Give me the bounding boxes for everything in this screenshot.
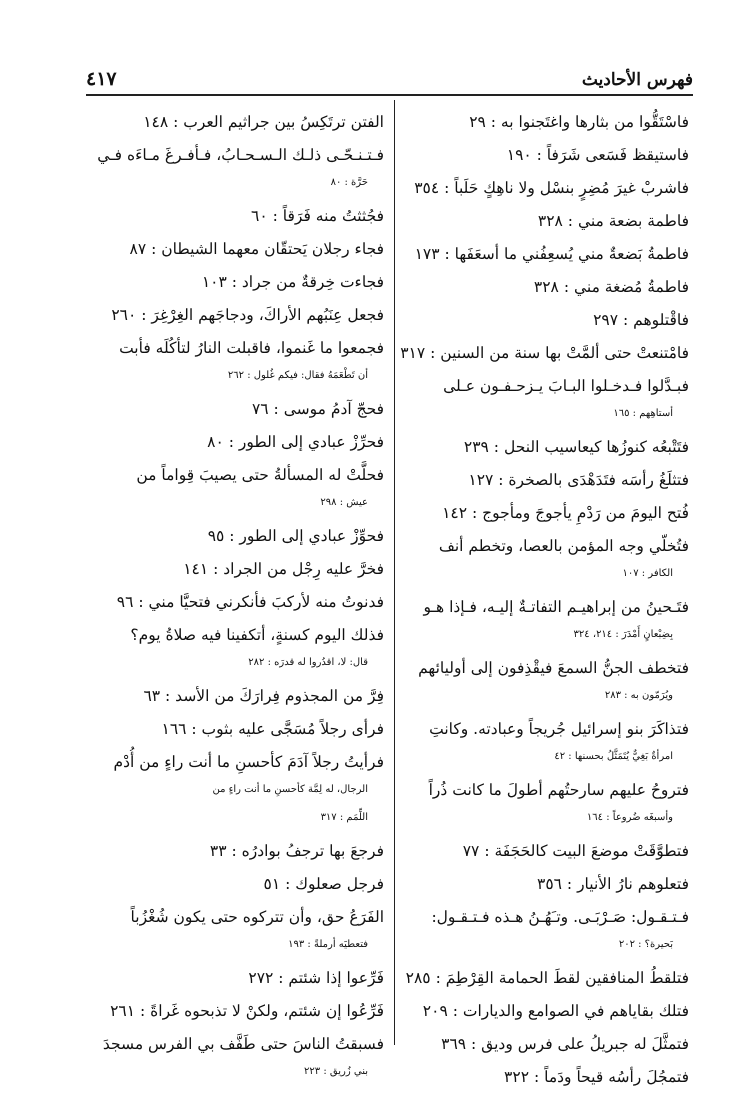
entry-text: فدنوتُ منه لأركبَ فأنكرني فتحيَّا مني : ٩٦ — [116, 593, 384, 611]
entry-text: فاستيقظ فَسَعى شَرَفاً : ١٩٠ — [506, 146, 689, 164]
entry-text: فجاءت خِرقةٌ من جراد : ١٠٣ — [201, 273, 384, 291]
index-entry — [397, 466, 689, 494]
entry-text: فتروحُ عليهم سارحتُهم أطولَ ما كانت ذُراً — [428, 781, 689, 799]
entry-text: فجُثثتُ منه فَرَقاً : ٦٠ — [251, 207, 384, 225]
index-entry — [397, 240, 689, 268]
index-entry — [92, 141, 384, 197]
entry-continuation: بِضِبْعانٍ أَمْدَرَ : ٢١٤، ٣٢٤ — [573, 629, 673, 640]
index-entry — [92, 903, 384, 959]
index-entry — [92, 837, 384, 865]
entry-text: فاطمة بضعة مني : ٣٢٨ — [537, 212, 689, 230]
index-entry — [397, 870, 689, 898]
entry-text: فحرِّزْ عبادي إلى الطور : ٨٠ — [207, 433, 384, 451]
entry-continuation: حَرَّة : ٨٠ — [330, 177, 368, 188]
entry-continuation: قال: لا، اقدُروا له قدرَه : ٢٨٢ — [248, 657, 368, 668]
index-entry — [397, 532, 689, 588]
index-entry — [92, 964, 384, 992]
entry-text: الفَرَعُ حق، وأن تتركوه حتى يكون شُغْزُباً — [130, 908, 384, 926]
index-entry — [92, 522, 384, 550]
page-number: ٤١٧ — [86, 68, 117, 90]
index-entry — [397, 715, 689, 771]
index-entry — [92, 202, 384, 230]
entry-text: فرجل صعلوك : ٥١ — [263, 875, 384, 893]
entry-text: فتطوَّقَتْ موضعَ البيت كالحَجَفَة : ٧٧ — [462, 842, 689, 860]
index-entry — [397, 174, 689, 202]
index-entry — [92, 235, 384, 263]
entry-text: فحلَّتْ له المسألةُ حتى يصيبَ قِواماً من — [136, 466, 384, 484]
header-rule — [86, 94, 693, 96]
entry-text: فتثلَغُ رأسَه فتَدَهْدَى بالصخرة : ١٢٧ — [468, 471, 689, 489]
index-entry — [397, 964, 689, 992]
entry-continuation: عيش : ٢٩٨ — [320, 497, 368, 508]
index-entry — [92, 268, 384, 296]
entry-text: فرجعَ بها ترجفُ بوادرُه : ٣٣ — [209, 842, 384, 860]
index-entry — [397, 372, 689, 428]
entry-text: فرأى رجلاً مُسَجَّى عليه بثوب : ١٦٦ — [161, 720, 384, 738]
index-entry — [92, 334, 384, 390]
entry-continuation: وأسبغَه ضُروعاً : ١٦٤ — [586, 812, 673, 823]
entry-text: فَرِّعوا إذا شئتم : ٢٧٢ — [248, 969, 384, 987]
index-entry — [397, 1063, 689, 1091]
entry-continuation: أن تَطْعَمَهُ فقال: فيكم غُلول : ٢٦٢ — [227, 370, 368, 381]
entry-text: فتُخلّي وجه المؤمن بالعصا، وتخطم أنف — [438, 537, 689, 555]
index-entry — [92, 997, 384, 1025]
index-entry — [397, 141, 689, 169]
entry-continuation: الكافر : ١٠٧ — [622, 568, 673, 579]
entry-text: فتعلوهم نارُ الأنيار : ٣٥٦ — [537, 875, 689, 893]
index-entry — [397, 207, 689, 235]
index-entry — [397, 1030, 689, 1058]
index-entry — [397, 776, 689, 832]
entry-text: فُتح اليومَ من رَدْمِ يأجوجَ ومأجوج : ١٤٢ — [442, 504, 689, 522]
index-entry — [92, 395, 384, 423]
index-entry — [92, 555, 384, 583]
index-entry — [397, 654, 689, 710]
right-column — [397, 108, 689, 1096]
entry-text: فتمجُلَ رأسُه قيحاً ودَماً : ٣٢٢ — [504, 1068, 689, 1086]
entry-text: فرأيتُ رجلاً آدَمَ كأحسنِ ما أنت راءٍ من أُدْم — [113, 753, 384, 771]
index-entry — [92, 461, 384, 517]
entry-text: فـتـقـول: صَـرْبَـى. وتـَهُـنُ هـذه فـتـقـول: — [431, 908, 689, 926]
entry-text: فجمعوا ما غَنموا، فاقبلت النارُ لتأكُلَه فأبت — [119, 339, 384, 357]
index-entry — [92, 588, 384, 616]
entry-text: فاشربْ غيرَ مُضِرٍ بنسْل ولا ناهِكٍ حَلَباً : ٣٥٤ — [414, 179, 689, 197]
entry-continuation: أستاهِهم : ١٦٥ — [613, 408, 673, 419]
entry-text: فذلك اليوم كسنةٍ، أتكفينا فيه صلاةُ يوم؟ — [130, 626, 384, 644]
entry-text: فتَتْبعُه كنوزُها كيعاسيب النحل : ٢٣٩ — [463, 438, 689, 456]
entry-text: فـتـنـحّـى ذلـك الـسـحـابُ، فـأفـرغَ مـاءَه فـي — [97, 146, 384, 164]
index-entry — [92, 428, 384, 456]
index-entry — [397, 339, 689, 367]
entry-text: فحجّ آدمُ موسى : ٧٦ — [251, 400, 384, 418]
entry-text: فجاء رجلان يَحتقّان معهما الشيطان : ٨٧ — [129, 240, 384, 258]
index-entry — [397, 499, 689, 527]
entry-continuation: الرجال، له لِمَّة كأحسنِ ما أنت راءٍ من — [212, 784, 368, 795]
index-entry — [397, 306, 689, 334]
index-entry — [397, 108, 689, 136]
index-entry — [397, 903, 689, 959]
index-entry — [92, 621, 384, 677]
entry-continuation: ويُرَمّون به : ٢٨٣ — [604, 690, 673, 701]
entry-text: فتذاكَرَ بنو إسرائيل جُريجاً وعبادته. وكانتِ — [429, 720, 689, 738]
entry-text: فاسْتَقُّوا من بثارها واغتَجنوا به : ٢٩ — [469, 113, 689, 131]
entry-continuation: بَحيرة؟ : ٢٠٢ — [618, 939, 673, 950]
index-entry — [92, 1030, 384, 1086]
entry-text: فتَـحينُ من إبراهيـم التفاتـةٌ إليـه، فـإذا هـو — [423, 598, 689, 616]
index-entry — [92, 108, 384, 136]
entry-text: فاطمةُ بَضعةٌ مني يُسعِفُني ما أسعَفَها : ١٧٣ — [414, 245, 689, 263]
index-entry — [397, 997, 689, 1025]
entry-text: فاقْتلوهم : ٢٩٧ — [593, 311, 689, 329]
entry-continuation: اللِّمَم : ٣١٧ — [320, 812, 368, 823]
index-entry — [92, 715, 384, 743]
entry-text: فتلك بقاياهم في الصوامع والديارات : ٢٠٩ — [422, 1002, 689, 1020]
entry-text: فتمثَّلَ له جبريلُ على فرس وديق : ٣٦٩ — [441, 1035, 689, 1053]
entry-continuation: امرأةٌ بَغِيٌّ يُتَمَثَّلُ بحسنها : ٤٢ — [554, 751, 673, 762]
index-entry — [92, 682, 384, 710]
index-entry — [92, 301, 384, 329]
entry-text: فاطمةُ مُضغة مني : ٣٢٨ — [533, 278, 689, 296]
entry-text: فبـدَّلوا فـدخـلوا البـابَ يـزحـفـون عـلى — [443, 377, 689, 395]
entry-text: فِرَّ من المجذوم فِرارَكَ من الأسد : ٦٣ — [143, 687, 384, 705]
left-column — [92, 108, 384, 1091]
entry-text: فسبقتُ الناسَ حتى طَفَّف بي الفرس مسجدَ — [102, 1035, 384, 1053]
column-divider — [394, 100, 395, 1045]
index-entry — [397, 273, 689, 301]
entry-text: فَرِّعُوا إن شئتم، ولكنْ لا تذبحوه غَراةً : ٢٦١ — [110, 1002, 384, 1020]
entry-text: الفتن ترتَكِسُ بين جراثيم العرب : ١٤٨ — [143, 113, 384, 131]
entry-text: فخرَّ عليه رِجْل من الجراد : ١٤١ — [183, 560, 384, 578]
index-entry — [397, 433, 689, 461]
entry-text: فتلقطُ المنافقين لقطَ الحمامة القِرْطِمَ : ٢٨٥ — [405, 969, 689, 987]
entry-text: فامْتنعتْ حتى ألمَّتْ بها سنة من السنين : ٣١٧ — [400, 344, 689, 362]
index-entry — [397, 837, 689, 865]
index-entry — [397, 593, 689, 649]
index-entry — [92, 748, 384, 832]
page-header — [86, 60, 693, 90]
entry-text: فحوِّزْ عبادي إلى الطور : ٩٥ — [207, 527, 384, 545]
entry-text: فجعل عِنَبُهم الأراكَ، ودجاجَهم الغِرْغِرَ : ٢٦٠ — [111, 306, 384, 324]
index-entry — [92, 870, 384, 898]
page-title: فهرس الأحاديث — [581, 70, 693, 90]
entry-continuation: فتعطيَه أرملةً : ١٩٣ — [288, 939, 368, 950]
entry-text: فتخطف الجنُّ السمعَ فيقْذِفون إلى أوليائهم — [418, 659, 689, 677]
entry-continuation: بني زُريق : ٢٢٣ — [304, 1066, 368, 1077]
